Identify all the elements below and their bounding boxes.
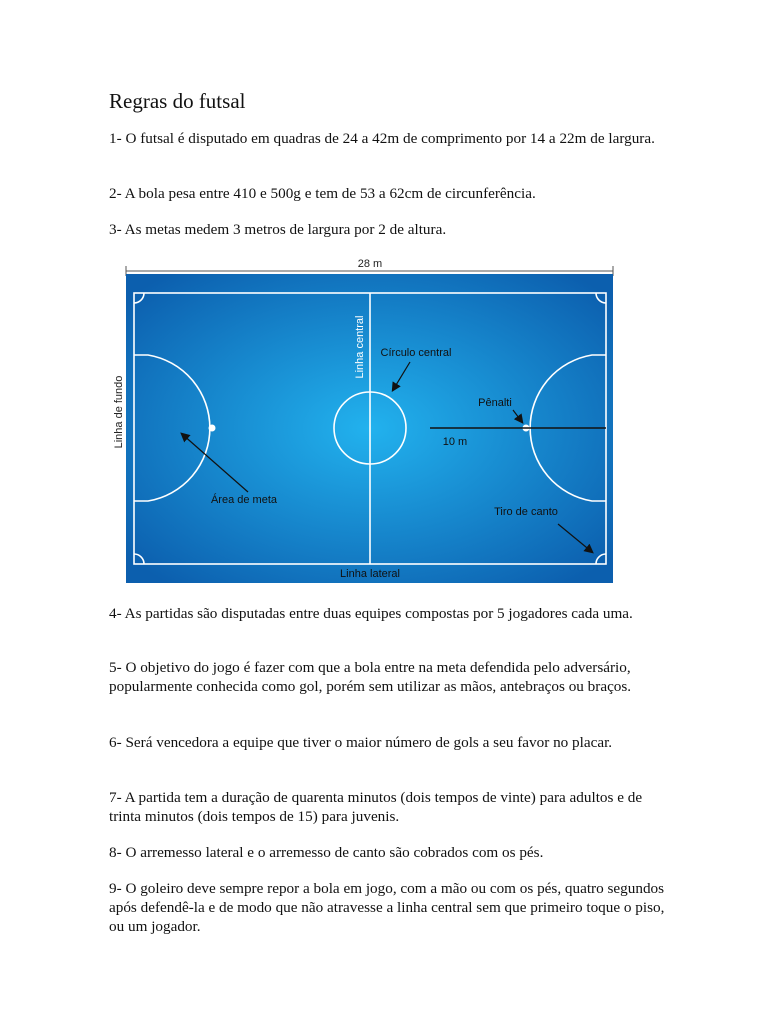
- futsal-court-diagram: [108, 252, 618, 587]
- rule-8: 8- O arremesso lateral e o arremesso de canto são cobrados com os pés.: [109, 844, 544, 861]
- page-title: Regras do futsal: [109, 89, 246, 113]
- area-de-meta-label: Área de meta: [210, 494, 278, 506]
- tiro-de-canto-label: Tiro de canto: [494, 506, 558, 518]
- rule-3: 3- As metas medem 3 metros de largura por 2 de altura.: [109, 221, 447, 238]
- penalti-label: Pênalti: [478, 397, 512, 409]
- ten-meter-label: 10 m: [442, 436, 468, 448]
- length-label: 28 m: [357, 258, 383, 270]
- linha-de-fundo-label: Linha de fundo: [113, 375, 125, 449]
- court-svg: [108, 252, 618, 587]
- rule-5: 5- O objetivo do jogo é fazer com que a bola entre na meta defendida pelo adversário, popularmente conhecida como gol, porém sem utilizar as mãos, antebraços ou braços.: [109, 659, 632, 695]
- rule-1: 1- O futsal é disputado em quadras de 24 a 42m de comprimento por 14 a 22m de largura.: [109, 130, 655, 147]
- left-penalty-spot: [209, 425, 216, 432]
- rule-4: 4- As partidas são disputadas entre duas equipes compostas por 5 jogadores cada uma.: [109, 605, 633, 622]
- rule-6: 6- Será vencedora a equipe que tiver o maior número de gols a seu favor no placar.: [109, 734, 613, 751]
- linha-central-label: Linha central: [354, 315, 366, 379]
- rule-7: 7- A partida tem a duração de quarenta minutos (dois tempos de vinte) para adultos e de trinta minutos (dois tempos de 15) para juvenis.: [109, 789, 643, 825]
- rule-2: 2- A bola pesa entre 410 e 500g e tem de 53 a 62cm de circunferência.: [109, 185, 536, 202]
- rule-9: 9- O goleiro deve sempre repor a bola em jogo, com a mão ou com os pés, quatro segundos após defendê-la e de modo que não atravesse a linha central sem que primeiro toque o piso, ou um jogador.: [109, 880, 665, 935]
- circulo-central-label: Círculo central: [380, 347, 452, 359]
- linha-lateral-label: Linha lateral: [340, 568, 400, 580]
